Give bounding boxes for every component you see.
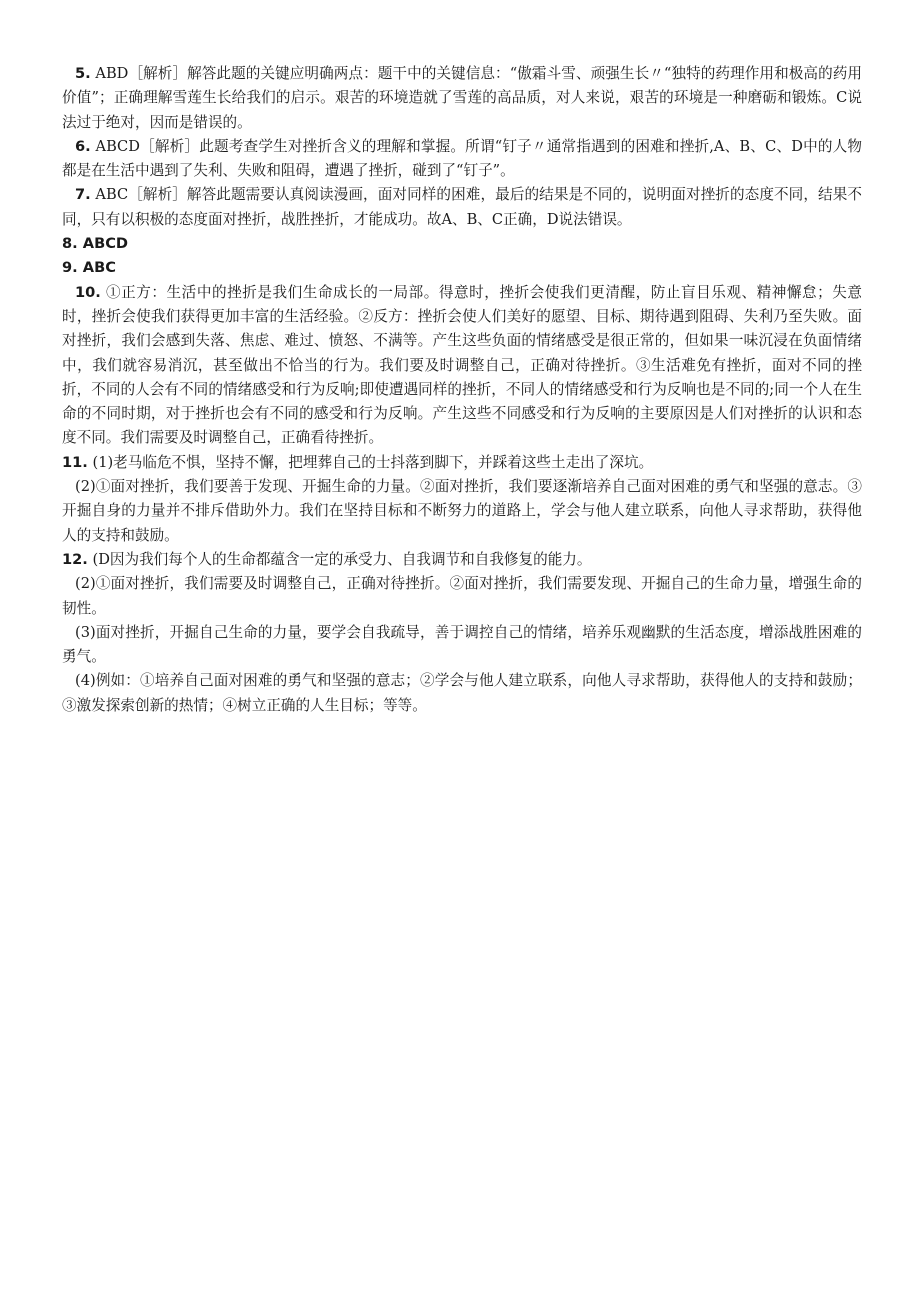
answer-10 xyxy=(62,281,862,451)
answer-5 xyxy=(62,62,862,135)
answer-12-part-2 xyxy=(62,572,862,621)
answer-text: (D因为我们每个人的生命都蕴含一定的承受力、自我调节和自我修复的能力。 xyxy=(87,550,592,568)
answer-12-part-1 xyxy=(62,548,862,572)
answer-text: ABCD［解析］此题考查学生对挫折含义的理解和掌握。所谓“钉子〃通常指遇到的困难和挫折,A、B、C、D中的人物都是在生活中遇到了失利、失败和阻碍，遭遇了挫折，碰到了“钉子”。 xyxy=(62,137,862,180)
answer-text: (1)老马临危不惧，坚持不懈，把埋葬自己的士抖落到脚下，并踩着这些土走出了深坑。 xyxy=(87,453,654,471)
answer-text: (2)①面对挫折，我们要善于发现、开掘生命的力量。②面对挫折，我们要逐渐培养自己面对困难的勇气和坚强的意志。③开掘自身的力量并不排斥借助外力。我们在坚持目标和不断努力的道路上，学会与他人建立联系，向他人寻求帮助，获得他人的支持和鼓励。 xyxy=(62,478,862,544)
answer-text: ABD［解析］解答此题的关键应明确两点：题干中的关键信息：“傲霜斗雪、顽强生长〃“独特的药理作用和极高的药用价值”；正确理解雪莲生长给我们的启示。艰苦的环境造就了雪莲的高品质，对人来说，艰苦的环境是一种磨砺和锻炼。C说法过于绝对，因而是错误的。 xyxy=(62,65,862,131)
answer-number: 9. xyxy=(62,259,78,277)
answer-9 xyxy=(62,256,862,280)
answer-number: 7. xyxy=(75,186,91,204)
answer-8 xyxy=(62,232,862,256)
answer-12-part-4 xyxy=(62,669,862,718)
answer-7 xyxy=(62,183,862,232)
answer-text: (2)①面对挫折，我们需要及时调整自己，正确对待挫折。②面对挫折，我们需要发现、开掘自己的生命力量，增强生命的韧性。 xyxy=(62,575,862,617)
answer-number: 11. xyxy=(62,453,88,471)
answer-number: 6. xyxy=(75,137,91,155)
answer-text: (3)面对挫折，开掘自己生命的力量，要学会自我疏导，善于调控自己的情绪，培养乐观幽默的生活态度，增添战胜困难的勇气。 xyxy=(62,623,862,666)
answer-number: 8. xyxy=(62,235,78,253)
answer-number: 12. xyxy=(62,550,88,568)
answer-text: ABC xyxy=(77,259,116,277)
answer-number: 5. xyxy=(75,65,91,82)
answer-text: ABC［解析］解答此题需要认真阅读漫画，面对同样的困难，最后的结果是不同的，说明面对挫折的态度不同，结果不同，只有以积极的态度面对挫折，战胜挫折，才能成功。故A、B、C正确，D说法错误。 xyxy=(62,186,862,228)
answer-text: ①正方：生活中的挫折是我们生命成长的一局部。得意时，挫折会使我们更清醒，防止盲目乐观、精神懈怠；失意时，挫折会使我们获得更加丰富的生活经验。②反方：挫折会使人们美好的愿望、目标、期待遇到阻碍、失利乃至失败。面对挫折，我们会感到失落、焦虑、难过、愤怒、不满等。产生这些负面的情绪感受是很正常的，但如果一味沉浸在负面情绪中，我们就容易消沉，甚至做出不恰当的行为。我们要及时调整自己，正确对待挫折。③生活难免有挫折，面对不同的挫折，不同的人会有不同的情绪感受和行为反响;即使遭遇同样的挫折，不同人的情绪感受和行为反响也是不同的;同一个人在生命的不同时期，对于挫折也会有不同的感受和行为反响。产生这些不同感受和行为反响的主要原因是人们对挫折的认识和态度不同。我们需要及时调整自己，正确看待挫折。 xyxy=(62,283,862,447)
answer-6 xyxy=(62,135,862,184)
answer-12-part-3 xyxy=(62,621,862,670)
answer-text: ABCD xyxy=(77,235,129,253)
answer-key-document xyxy=(62,62,862,718)
answer-11-part-1 xyxy=(62,451,862,475)
answer-text: (4)例如：①培养自己面对困难的勇气和坚强的意志；②学会与他人建立联系，向他人寻求帮助，获得他人的支持和鼓励；③激发探索创新的热情；④树立正确的人生目标；等等。 xyxy=(62,672,862,714)
answer-11-part-2 xyxy=(62,475,862,548)
answer-number: 10. xyxy=(75,283,101,301)
